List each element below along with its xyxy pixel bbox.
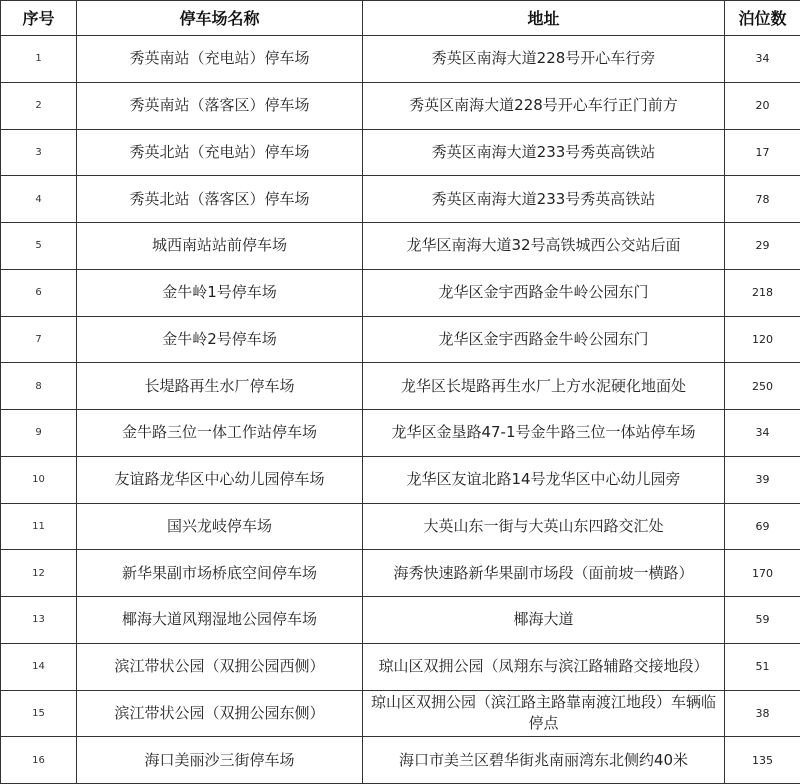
row-slots: 69	[725, 503, 800, 550]
row-address: 琼山区双拥公园（凤翔东与滨江路辅路交接地段）	[363, 643, 725, 690]
row-address: 龙华区长堤路再生水厂上方水泥硬化地面处	[363, 363, 725, 410]
row-name: 友谊路龙华区中心幼儿园停车场	[77, 456, 363, 503]
table-row	[1, 269, 800, 316]
table-row	[1, 36, 800, 83]
table-row	[1, 550, 800, 597]
row-name: 金牛岭2号停车场	[77, 316, 363, 363]
row-name: 秀英北站（充电站）停车场	[77, 129, 363, 176]
table-row	[1, 316, 800, 363]
row-name: 秀英北站（落客区）停车场	[77, 176, 363, 223]
row-index: 3	[1, 129, 77, 176]
row-slots: 51	[725, 643, 800, 690]
row-slots: 170	[725, 550, 800, 597]
row-name: 国兴龙岐停车场	[77, 503, 363, 550]
row-slots: 34	[725, 410, 800, 457]
row-slots: 59	[725, 597, 800, 644]
table-row	[1, 363, 800, 410]
row-slots: 17	[725, 129, 800, 176]
row-index: 14	[1, 643, 77, 690]
row-slots: 34	[725, 36, 800, 83]
row-index: 12	[1, 550, 77, 597]
row-address: 秀英区南海大道233号秀英高铁站	[363, 176, 725, 223]
row-slots: 38	[725, 690, 800, 737]
header-address: 地址	[363, 1, 725, 36]
row-address: 龙华区金宇西路金牛岭公园东门	[363, 269, 725, 316]
row-name: 新华果副市场桥底空间停车场	[77, 550, 363, 597]
table-row	[1, 410, 800, 457]
row-slots: 39	[725, 456, 800, 503]
row-slots: 218	[725, 269, 800, 316]
table-header	[1, 1, 800, 36]
row-address: 海口市美兰区碧华街兆南丽湾东北侧约40米	[363, 737, 725, 784]
row-address: 琼山区双拥公园（滨江路主路靠南渡江地段）车辆临停点	[363, 690, 725, 737]
row-address: 龙华区友谊北路14号龙华区中心幼儿园旁	[363, 456, 725, 503]
header-name: 停车场名称	[77, 1, 363, 36]
row-slots: 29	[725, 223, 800, 270]
row-address: 龙华区南海大道32号高铁城西公交站后面	[363, 223, 725, 270]
table-row	[1, 690, 800, 737]
row-slots: 250	[725, 363, 800, 410]
row-index: 8	[1, 363, 77, 410]
row-index: 7	[1, 316, 77, 363]
row-slots: 20	[725, 82, 800, 129]
row-address: 秀英区南海大道228号开心车行正门前方	[363, 82, 725, 129]
table-row	[1, 456, 800, 503]
row-slots: 78	[725, 176, 800, 223]
row-name: 金牛路三位一体工作站停车场	[77, 410, 363, 457]
row-name: 椰海大道风翔湿地公园停车场	[77, 597, 363, 644]
row-name: 滨江带状公园（双拥公园西侧）	[77, 643, 363, 690]
row-slots: 135	[725, 737, 800, 784]
row-index: 2	[1, 82, 77, 129]
row-address: 秀英区南海大道233号秀英高铁站	[363, 129, 725, 176]
row-index: 1	[1, 36, 77, 83]
row-index: 13	[1, 597, 77, 644]
row-index: 4	[1, 176, 77, 223]
table-row	[1, 597, 800, 644]
row-address: 椰海大道	[363, 597, 725, 644]
header-index: 序号	[1, 1, 77, 36]
header-slots: 泊位数	[725, 1, 800, 36]
row-name: 金牛岭1号停车场	[77, 269, 363, 316]
row-address: 海秀快速路新华果副市场段（面前坡一横路）	[363, 550, 725, 597]
table-row	[1, 82, 800, 129]
row-name: 秀英南站（落客区）停车场	[77, 82, 363, 129]
table-body	[1, 36, 800, 784]
row-name: 长堤路再生水厂停车场	[77, 363, 363, 410]
row-slots: 120	[725, 316, 800, 363]
row-index: 5	[1, 223, 77, 270]
table-row	[1, 129, 800, 176]
table-row	[1, 223, 800, 270]
row-address: 龙华区金宇西路金牛岭公园东门	[363, 316, 725, 363]
row-address: 大英山东一街与大英山东四路交汇处	[363, 503, 725, 550]
row-name: 海口美丽沙三街停车场	[77, 737, 363, 784]
table-row	[1, 503, 800, 550]
table-row	[1, 176, 800, 223]
row-index: 6	[1, 269, 77, 316]
table-row	[1, 737, 800, 784]
header-row	[1, 1, 800, 36]
table-row	[1, 643, 800, 690]
row-index: 16	[1, 737, 77, 784]
row-name: 城西南站站前停车场	[77, 223, 363, 270]
row-index: 10	[1, 456, 77, 503]
row-name: 滨江带状公园（双拥公园东侧）	[77, 690, 363, 737]
row-index: 15	[1, 690, 77, 737]
row-address: 龙华区金垦路47-1号金牛路三位一体站停车场	[363, 410, 725, 457]
row-name: 秀英南站（充电站）停车场	[77, 36, 363, 83]
row-address: 秀英区南海大道228号开心车行旁	[363, 36, 725, 83]
row-index: 11	[1, 503, 77, 550]
row-index: 9	[1, 410, 77, 457]
